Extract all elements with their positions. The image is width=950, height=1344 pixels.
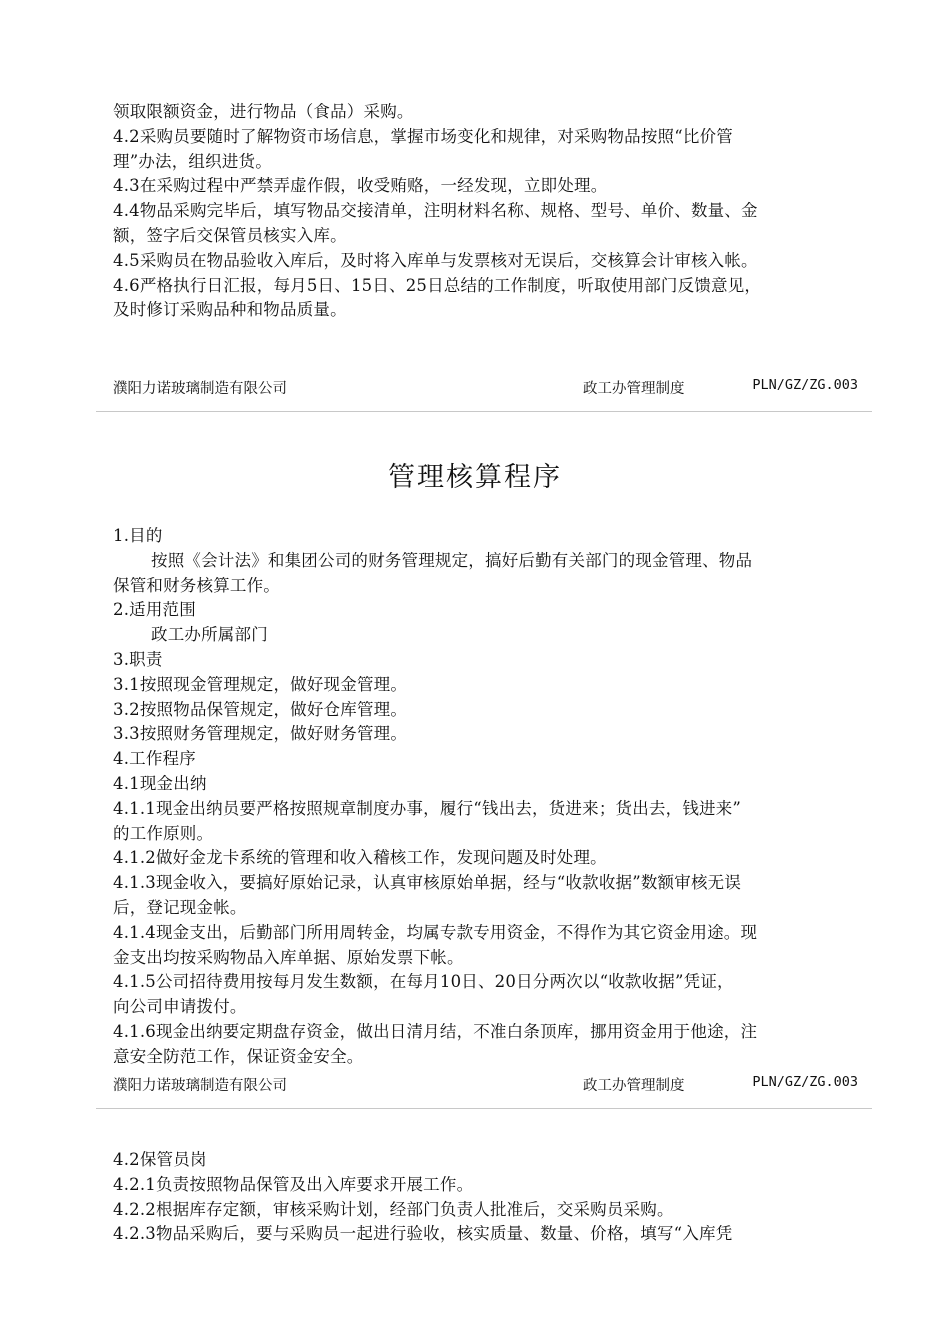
footer-code: PLN/GZ/ZG.003 bbox=[752, 1074, 858, 1090]
text-line: 4.2保管员岗 bbox=[113, 1150, 207, 1169]
text-line: 意安全防范工作，保证资金安全。 bbox=[113, 1046, 364, 1066]
section-heading: 3.职责 bbox=[113, 649, 163, 669]
text-line: 的工作原则。 bbox=[113, 823, 214, 843]
text-line: 4.1.6现金出纳要定期盘存资金，做出日清月结，不准白条顶库，挪用资金用于他途，注 bbox=[113, 1021, 758, 1041]
text-line: 额，签字后交保管员核实入库。 bbox=[113, 225, 347, 245]
text-line: 保管和财务核算工作。 bbox=[113, 575, 280, 595]
text-line: 向公司申请拨付。 bbox=[113, 997, 247, 1017]
text-line: 4.6严格执行日汇报，每月5日、15日、25日总结的工作制度，听取使用部门反馈意见， bbox=[113, 275, 762, 295]
text-line: 4.4物品采购完毕后，填写物品交接清单，注明材料名称、规格、型号、单价、数量、金 bbox=[113, 201, 758, 221]
text-line: 政工办所属部门 bbox=[151, 625, 268, 645]
footer-company: 濮阳力诺玻璃制造有限公司 bbox=[113, 381, 287, 397]
text-line: 4.3在采购过程中严禁弄虚作假，收受贿赂，一经发现，立即处理。 bbox=[113, 176, 608, 196]
text-line: 4.1.5公司招待费用按每月发生数额，在每月10日、20日分两次以“收款收据”凭证， bbox=[113, 972, 734, 992]
text-line: 按照《会计法》和集团公司的财务管理规定，搞好后勤有关部门的现金管理、物品 bbox=[151, 550, 753, 570]
text-line: 4.1.4现金支出，后勤部门所用周转金，均属专款专用资金，不得作为其它资金用途。现 bbox=[113, 922, 758, 942]
footer-system: 政工办管理制度 bbox=[583, 1078, 685, 1094]
text-line: 4.1.3现金收入，要搞好原始记录，认真审核原始单据，经与“收款收据”数额审核无误 bbox=[113, 873, 742, 893]
text-line: 3.3按照财务管理规定，做好财务管理。 bbox=[113, 724, 408, 744]
text-line: 领取限额资金，进行物品（食品）采购。 bbox=[113, 102, 414, 121]
page-footer bbox=[113, 377, 858, 399]
text-line: 4.2采购员要随时了解物资市场信息，掌握市场变化和规律，对采购物品按照“比价管 bbox=[113, 126, 733, 146]
text-line: 4.5采购员在物品验收入库后，及时将入库单与发票核对无误后，交核算会计审核入帐。 bbox=[113, 250, 758, 270]
page-footer bbox=[113, 1074, 858, 1096]
page1-body bbox=[113, 100, 858, 323]
text-line: 理”办法，组织进货。 bbox=[113, 151, 272, 171]
text-line: 金支出均按采购物品入库单据、原始发票下帐。 bbox=[113, 947, 464, 967]
page-divider bbox=[96, 411, 872, 412]
text-line: 3.1按照现金管理规定，做好现金管理。 bbox=[113, 674, 408, 694]
footer-code: PLN/GZ/ZG.003 bbox=[752, 377, 858, 393]
text-line: 后，登记现金帐。 bbox=[113, 897, 247, 917]
text-line: 4.2.1负责按照物品保管及出入库要求开展工作。 bbox=[113, 1174, 474, 1194]
text-line: 4.2.3物品采购后，要与采购员一起进行验收，核实质量、数量、价格，填写“入库凭 bbox=[113, 1224, 733, 1244]
page-title: 管理核算程序 bbox=[388, 462, 562, 493]
text-line: 4.1现金出纳 bbox=[113, 773, 207, 793]
section-heading: 4.工作程序 bbox=[113, 749, 196, 769]
section-heading: 2.适用范围 bbox=[113, 600, 196, 620]
text-line: 4.1.1现金出纳员要严格按照规章制度办事，履行“钱出去，货进来；货出去，钱进来” bbox=[113, 798, 742, 818]
text-line: 3.2按照物品保管规定，做好仓库管理。 bbox=[113, 699, 408, 719]
footer-system: 政工办管理制度 bbox=[583, 381, 685, 397]
text-line: 及时修订采购品种和物品质量。 bbox=[113, 300, 347, 320]
page2-body bbox=[113, 524, 858, 1070]
section-heading: 1.目的 bbox=[113, 526, 163, 545]
page-divider bbox=[96, 1108, 872, 1109]
page3-body bbox=[113, 1148, 858, 1247]
text-line: 4.2.2根据库存定额，审核采购计划，经部门负责人批准后，交采购员采购。 bbox=[113, 1199, 674, 1219]
text-line: 4.1.2做好金龙卡系统的管理和收入稽核工作，发现问题及时处理。 bbox=[113, 848, 607, 868]
footer-company: 濮阳力诺玻璃制造有限公司 bbox=[113, 1078, 287, 1094]
